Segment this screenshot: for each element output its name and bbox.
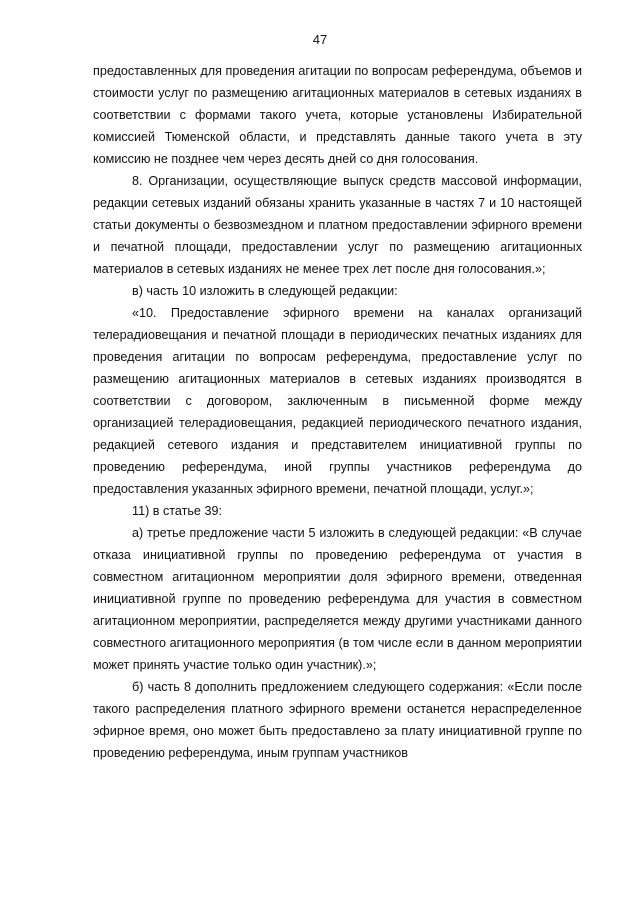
page-number: 47 — [312, 32, 328, 47]
paragraph-amendment-a: а) третье предложение части 5 изложить в следующей редакции: «В случае отказа инициативной группы по проведению референдума от участия в совместном агитационном мероприятии доля эфирного времени, отведенная инициативной группе по проведению референдума для участия в совместном агитационном мероприятии, распределяется между другими участниками данного совместного агитационного мероприятия (в том числе если в данном мероприятии может принять участие только один участник).»; — [93, 526, 582, 672]
paragraph-part-8: 8. Организации, осуществляющие выпуск средств массовой информации, редакции сетевых изданий обязаны хранить указанные в частях 7 и 10 настоящей статьи документы о безвозмездном и платном предоставлении эфирного времени и печатной площади, предоставлении услуг по размещению агитационных материалов в сетевых изданиях не менее трех лет после дня голосования.»; — [93, 174, 582, 276]
paragraph-continuation: предоставленных для проведения агитации по вопросам референдума, объемов и стоимости услуг по размещению агитационных материалов в сетевых изданиях в соответствии с формами такого учета, которые установлены Избирательной комиссией Тюменской области, и представлять данные такого учета в эту комиссию не позднее чем через десять дней со дня голосования. — [93, 64, 582, 166]
document-body — [93, 60, 582, 764]
paragraph-article-39: 11) в статье 39: — [132, 504, 222, 518]
paragraph-part-10: «10. Предоставление эфирного времени на каналах организаций телерадиовещания и печатной площади в периодических печатных изданиях для проведения агитации по вопросам референдума, предоставление услуг по размещению агитационных материалов в сетевых изданиях производятся в соответствии с договором, заключенным в письменной форме между организацией телерадиовещания, редакцией периодического печатного издания, редакцией сетевого издания и представителем инициативной группы по проведению референдума, иной группы участников референдума до предоставления указанных эфирного времени, печатной площади, услуг.»; — [93, 306, 582, 496]
paragraph-amendment-v: в) часть 10 изложить в следующей редакции: — [132, 284, 398, 298]
paragraph-amendment-b: б) часть 8 дополнить предложением следующего содержания: «Если после такого распределения платного эфирного времени останется нераспределенное эфирное время, оно может быть предоставлено за плату инициативной группе по проведению референдума, иным группам участников — [93, 680, 582, 760]
